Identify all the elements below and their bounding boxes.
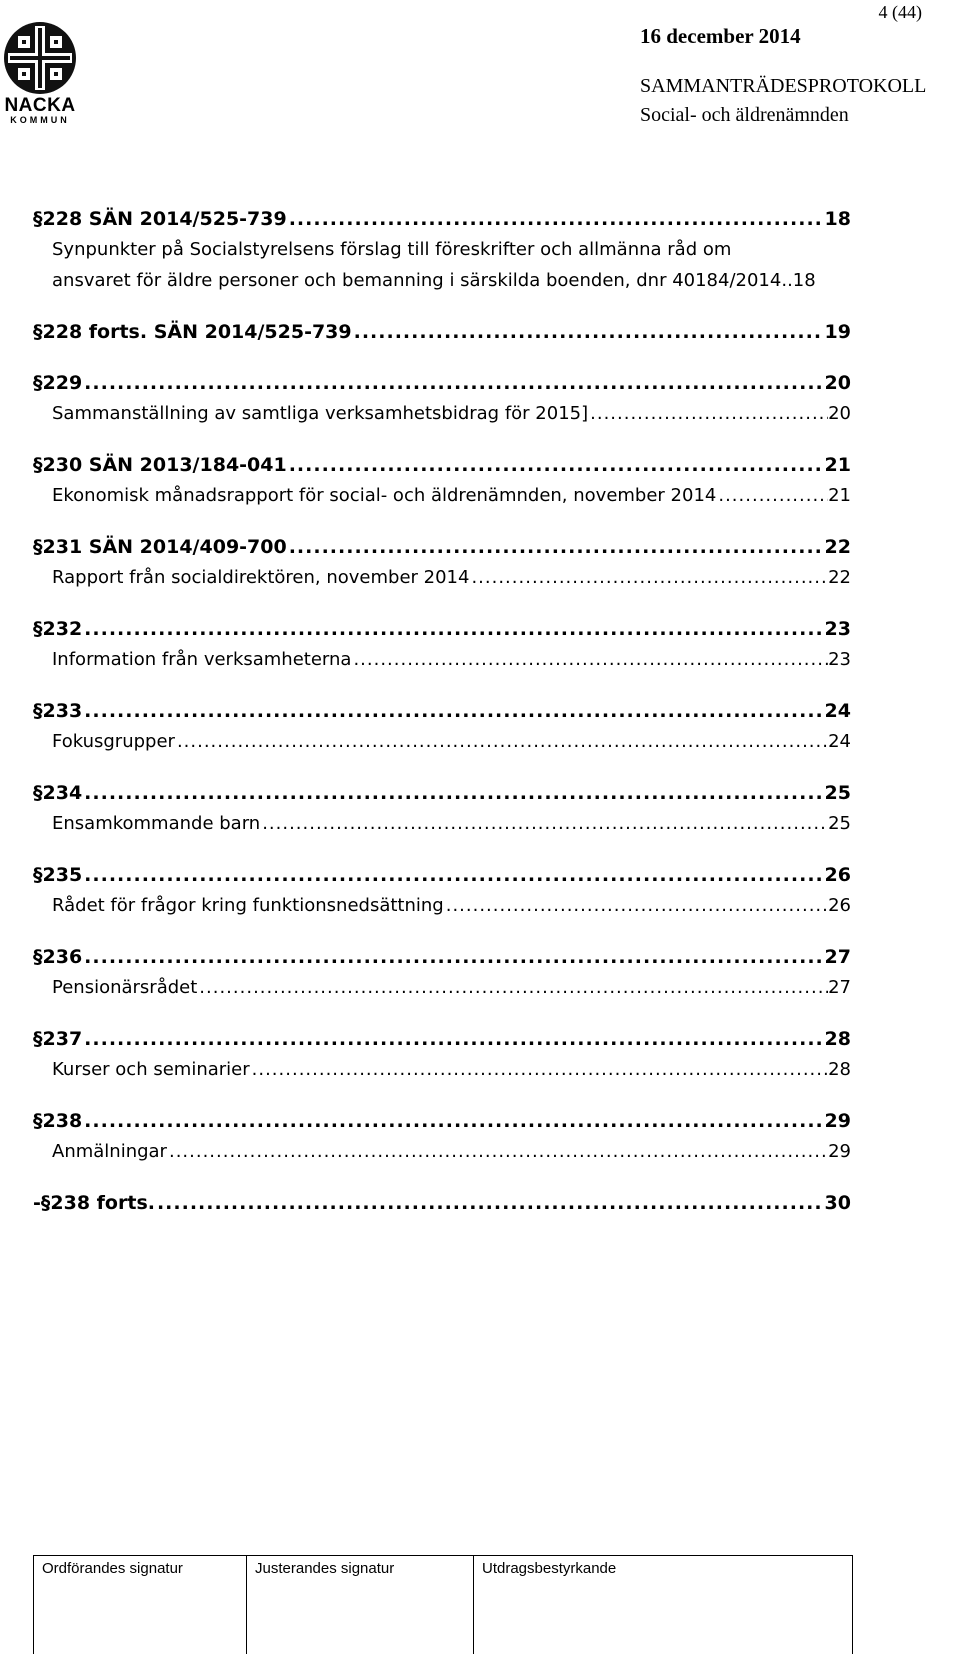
- toc-section-title: 232: [43, 614, 85, 644]
- toc-section-title: 238 forts.: [50, 1188, 157, 1218]
- toc-section-title: 228 SÄN 2014/525-739: [43, 204, 289, 234]
- toc-entry: [33, 1024, 851, 1085]
- toc-item-page: 21: [828, 480, 851, 511]
- toc-item-title: Pensionärsrådet: [52, 972, 199, 1003]
- toc-entry: [33, 696, 851, 757]
- dot-leader: [84, 778, 820, 808]
- toc-item-line[interactable]: [33, 808, 851, 839]
- toc-item-line[interactable]: [33, 562, 851, 593]
- toc-entry: [33, 942, 851, 1003]
- toc-item-line[interactable]: [33, 972, 851, 1003]
- section-symbol-icon: §: [33, 321, 43, 343]
- dot-leader: [84, 1106, 820, 1136]
- toc-item-title: Information från verksamheterna: [52, 644, 353, 675]
- toc-section-title: 231 SÄN 2014/409-700: [43, 532, 289, 562]
- toc-item-page: .18: [787, 270, 816, 291]
- section-symbol-icon: §: [33, 1110, 43, 1132]
- section-symbol-icon: §: [33, 700, 43, 722]
- toc-item-page: 25: [828, 808, 851, 839]
- toc-section-line[interactable]: [33, 368, 851, 398]
- dot-leader: [84, 368, 820, 398]
- dot-leader: [199, 972, 828, 1003]
- toc-page-number: 23: [821, 614, 851, 644]
- section-symbol-icon: §: [33, 864, 43, 886]
- toc-section-line[interactable]: [33, 1106, 851, 1136]
- toc-page-number: 29: [821, 1106, 851, 1136]
- toc-item-page: 24: [828, 726, 851, 757]
- dot-leader: [84, 696, 820, 726]
- logo-name: NACKA: [4, 95, 76, 116]
- dot-leader: [84, 614, 820, 644]
- toc-entry: [33, 1188, 851, 1218]
- toc-item-title: Ekonomisk månadsrapport för social- och äldrenämnden, november 2014: [52, 480, 718, 511]
- toc-item-line[interactable]: [33, 726, 851, 757]
- toc-entry: [33, 450, 851, 511]
- toc-item-title: Rapport från socialdirektören, november 2014: [52, 562, 471, 593]
- chairman-signature-cell: Ordförandes signatur: [34, 1556, 247, 1654]
- toc-item-page: 29: [828, 1136, 851, 1167]
- section-symbol-icon: §: [33, 454, 43, 476]
- signature-table: [33, 1555, 853, 1654]
- adjuster-signature-cell: Justerandes signatur: [247, 1556, 474, 1654]
- dot-leader: [718, 480, 828, 511]
- toc-entry: [33, 860, 851, 921]
- toc-section-title: 238: [43, 1106, 85, 1136]
- toc-entry: [33, 532, 851, 593]
- dot-leader: [471, 562, 828, 593]
- toc-section-line[interactable]: [33, 204, 851, 234]
- toc-section-title: 228 forts. SÄN 2014/525-739: [43, 317, 354, 347]
- dot-leader: [84, 942, 820, 972]
- toc-section-line[interactable]: [33, 317, 851, 347]
- toc-item-text[interactable]: [33, 265, 851, 296]
- toc-item-title: Anmälningar: [52, 1136, 169, 1167]
- toc-entry: [33, 614, 851, 675]
- toc-page-number: 19: [821, 317, 851, 347]
- dot-leader: [84, 1024, 820, 1054]
- toc-item-page: 23: [828, 644, 851, 675]
- toc-entry: [33, 1106, 851, 1167]
- toc-page-number: 18: [821, 204, 851, 234]
- toc-entry: [33, 204, 851, 296]
- dot-leader: [177, 726, 828, 757]
- toc-item-page: 20: [828, 398, 851, 429]
- toc-dash: -: [33, 1192, 41, 1214]
- toc-item-line[interactable]: [33, 644, 851, 675]
- dot-leader: [289, 204, 821, 234]
- toc-item-line[interactable]: [33, 480, 851, 511]
- toc-section-line[interactable]: [33, 942, 851, 972]
- toc-section-title: 236: [43, 942, 85, 972]
- toc-item-page: 28: [828, 1054, 851, 1085]
- toc-page-number: 28: [821, 1024, 851, 1054]
- dot-leader: [590, 398, 828, 429]
- toc-item-title: Fokusgrupper: [52, 726, 177, 757]
- section-symbol-icon: §: [33, 1028, 43, 1050]
- organization-name: Social- och äldrenämnden: [640, 104, 849, 126]
- toc-page-number: 26: [821, 860, 851, 890]
- toc-section-title: 230 SÄN 2013/184-041: [43, 450, 289, 480]
- toc-section-title: 234: [43, 778, 85, 808]
- toc-section-title: 233: [43, 696, 85, 726]
- toc-entry: [33, 778, 851, 839]
- toc-section-title: 235: [43, 860, 85, 890]
- toc-section-line[interactable]: [33, 860, 851, 890]
- toc-item-line[interactable]: [33, 398, 851, 429]
- toc-page-number: 25: [821, 778, 851, 808]
- section-symbol-icon: §: [33, 372, 43, 394]
- toc-entry: [33, 317, 851, 347]
- toc-item-page: 27: [828, 972, 851, 1003]
- dot-leader: [262, 808, 828, 839]
- toc-section-line[interactable]: [33, 450, 851, 480]
- dot-leader: [169, 1136, 828, 1167]
- certification-cell: Utdragsbestyrkande: [482, 1560, 617, 1577]
- page-number: 4 (44): [878, 2, 922, 22]
- toc-page-number: 30: [821, 1188, 851, 1218]
- document-type: SAMMANTRÄDESPROTOKOLL: [640, 75, 927, 97]
- section-symbol-icon: §: [40, 1192, 51, 1214]
- toc-section-line[interactable]: [33, 1188, 851, 1218]
- toc-page-number: 21: [821, 450, 851, 480]
- toc-section-line[interactable]: [33, 614, 851, 644]
- dot-leader: [354, 317, 821, 347]
- toc-section-line[interactable]: [33, 1024, 851, 1054]
- section-symbol-icon: §: [33, 208, 43, 230]
- toc-item-title: Kurser och seminarier: [52, 1054, 252, 1085]
- nacka-emblem-icon: [0, 18, 80, 98]
- dot-leader: [157, 1188, 821, 1218]
- toc-item-title: Sammanställning av samtliga verksamhetsbidrag för 2015]: [52, 398, 590, 429]
- section-symbol-icon: §: [33, 946, 43, 968]
- toc-item-page: 22: [828, 562, 851, 593]
- toc-page-number: 27: [821, 942, 851, 972]
- toc-item-line[interactable]: [33, 890, 851, 921]
- toc-section-title: 229: [43, 368, 85, 398]
- dot-leader: [84, 860, 820, 890]
- toc-page-number: 24: [821, 696, 851, 726]
- section-symbol-icon: §: [33, 536, 43, 558]
- toc-entry: [33, 368, 851, 429]
- toc-section-title: 237: [43, 1024, 85, 1054]
- table-of-contents: [33, 204, 851, 1239]
- toc-section-line[interactable]: [33, 696, 851, 726]
- toc-section-line[interactable]: [33, 778, 851, 808]
- dot-leader: [353, 644, 828, 675]
- dot-leader: [289, 532, 821, 562]
- toc-item-text: Synpunkter på Socialstyrelsens förslag till föreskrifter och allmänna råd om: [52, 239, 732, 260]
- nacka-logo: [0, 18, 80, 128]
- logo-subtitle: KOMMUN: [10, 115, 70, 125]
- meeting-date: 16 december 2014: [640, 24, 801, 48]
- toc-item-page: 26: [828, 890, 851, 921]
- toc-item-title: ansvaret för äldre personer och bemanning i särskilda boenden, dnr 40184/2014.: [52, 270, 788, 291]
- dot-leader: [252, 1054, 828, 1085]
- dot-leader: [289, 450, 821, 480]
- toc-item-title: Ensamkommande barn: [52, 808, 262, 839]
- section-symbol-icon: §: [33, 618, 43, 640]
- toc-page-number: 20: [821, 368, 851, 398]
- dot-leader: [446, 890, 828, 921]
- section-symbol-icon: §: [33, 782, 43, 804]
- toc-item-line[interactable]: [33, 1054, 851, 1085]
- toc-section-line[interactable]: [33, 532, 851, 562]
- toc-item-line[interactable]: [33, 1136, 851, 1167]
- toc-page-number: 22: [821, 532, 851, 562]
- toc-item-title: Rådet för frågor kring funktionsnedsättning: [52, 890, 446, 921]
